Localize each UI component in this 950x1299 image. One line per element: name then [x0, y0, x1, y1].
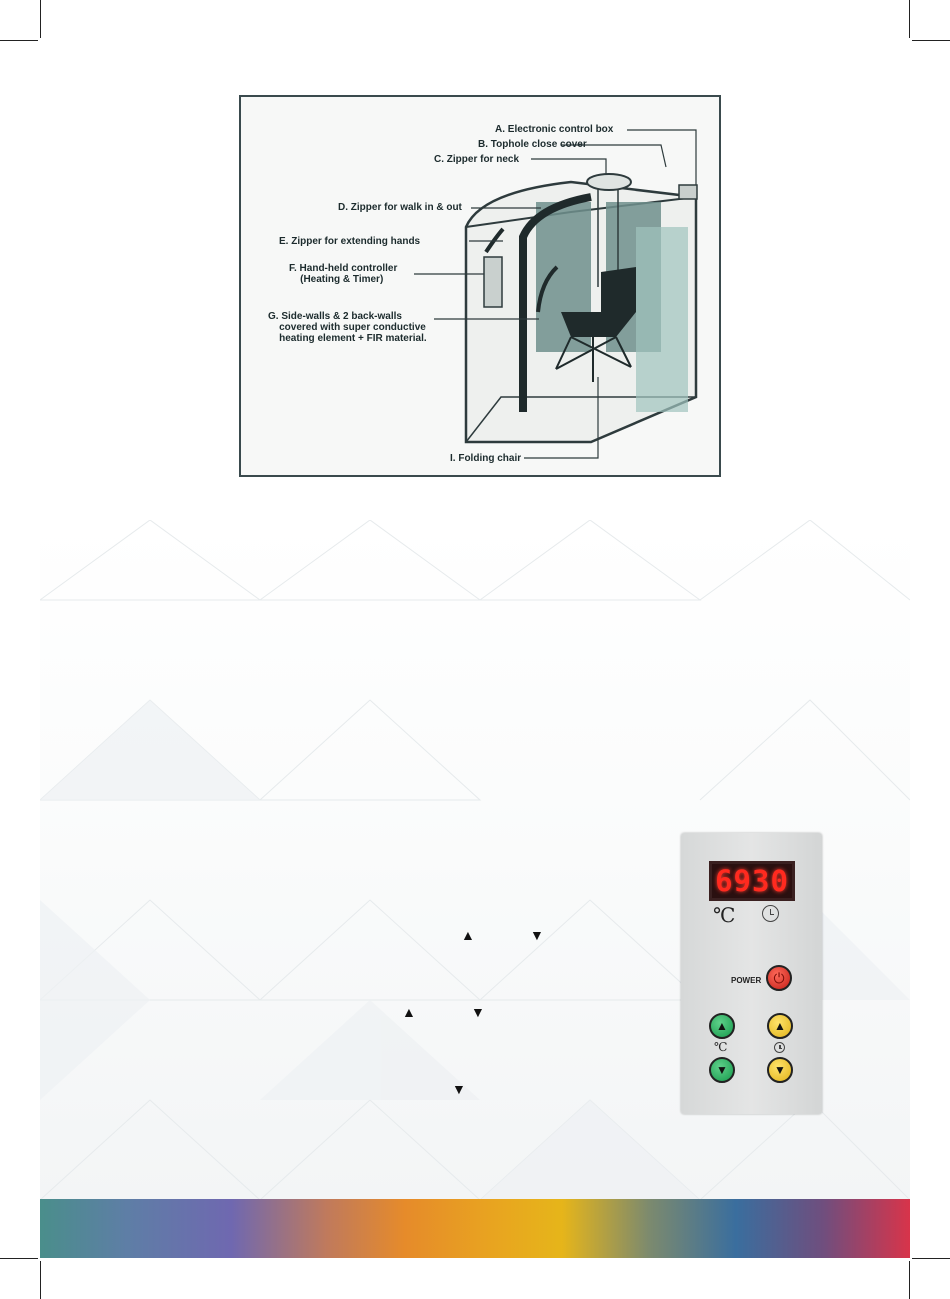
label-folding-chair: I. Folding chair: [450, 453, 522, 464]
crop-mark: [0, 40, 38, 41]
power-label: POWER: [731, 976, 762, 985]
down-arrow-icon: ▼: [530, 927, 544, 943]
label-hand-held-controller: F. Hand-held controller (Heating & Timer): [289, 263, 398, 285]
down-arrow-icon: ▼: [774, 1063, 786, 1077]
up-arrow-icon: ▲: [774, 1019, 786, 1033]
power-icon: ⏻: [773, 970, 785, 986]
footer-color-bar: [40, 1199, 910, 1258]
crop-mark: [912, 40, 950, 41]
down-arrow-icon: ▼: [452, 1081, 466, 1097]
label-tophole-close-cover: B. Tophole close cover: [478, 139, 587, 150]
celsius-icon: ℃: [713, 903, 736, 927]
sauna-diagram: [239, 95, 721, 477]
clock-icon: [762, 905, 779, 922]
timer-down-button[interactable]: [767, 1057, 793, 1083]
crop-mark: [909, 0, 910, 38]
up-arrow-icon: ▲: [461, 927, 475, 943]
led-display: 6930: [709, 861, 795, 901]
control-panel: [681, 833, 822, 1114]
label-electronic-control-box: A. Electronic control box: [495, 124, 614, 135]
label-zipper-extending-hands: E. Zipper for extending hands: [279, 236, 421, 247]
up-arrow-icon: ▲: [402, 1004, 416, 1020]
down-arrow-icon: ▼: [716, 1063, 728, 1077]
label-side-walls: G. Side-walls & 2 back-walls covered with super conductive heating element + FIR material.: [268, 311, 427, 344]
temperature-down-button[interactable]: [709, 1057, 735, 1083]
crop-mark: [40, 0, 41, 38]
up-arrow-icon: ▲: [716, 1019, 728, 1033]
crop-mark: [912, 1258, 950, 1259]
clock-icon: [774, 1042, 785, 1053]
crop-mark: [909, 1261, 910, 1299]
label-zipper-walk-in-out: D. Zipper for walk in & out: [338, 202, 462, 213]
power-button[interactable]: [766, 965, 792, 991]
crop-mark: [0, 1258, 38, 1259]
timer-up-button[interactable]: [767, 1013, 793, 1039]
down-arrow-icon: ▼: [471, 1004, 485, 1020]
label-zipper-for-neck: C. Zipper for neck: [434, 154, 520, 165]
temperature-up-button[interactable]: [709, 1013, 735, 1039]
celsius-icon: ℃: [714, 1040, 728, 1054]
crop-mark: [40, 1261, 41, 1299]
